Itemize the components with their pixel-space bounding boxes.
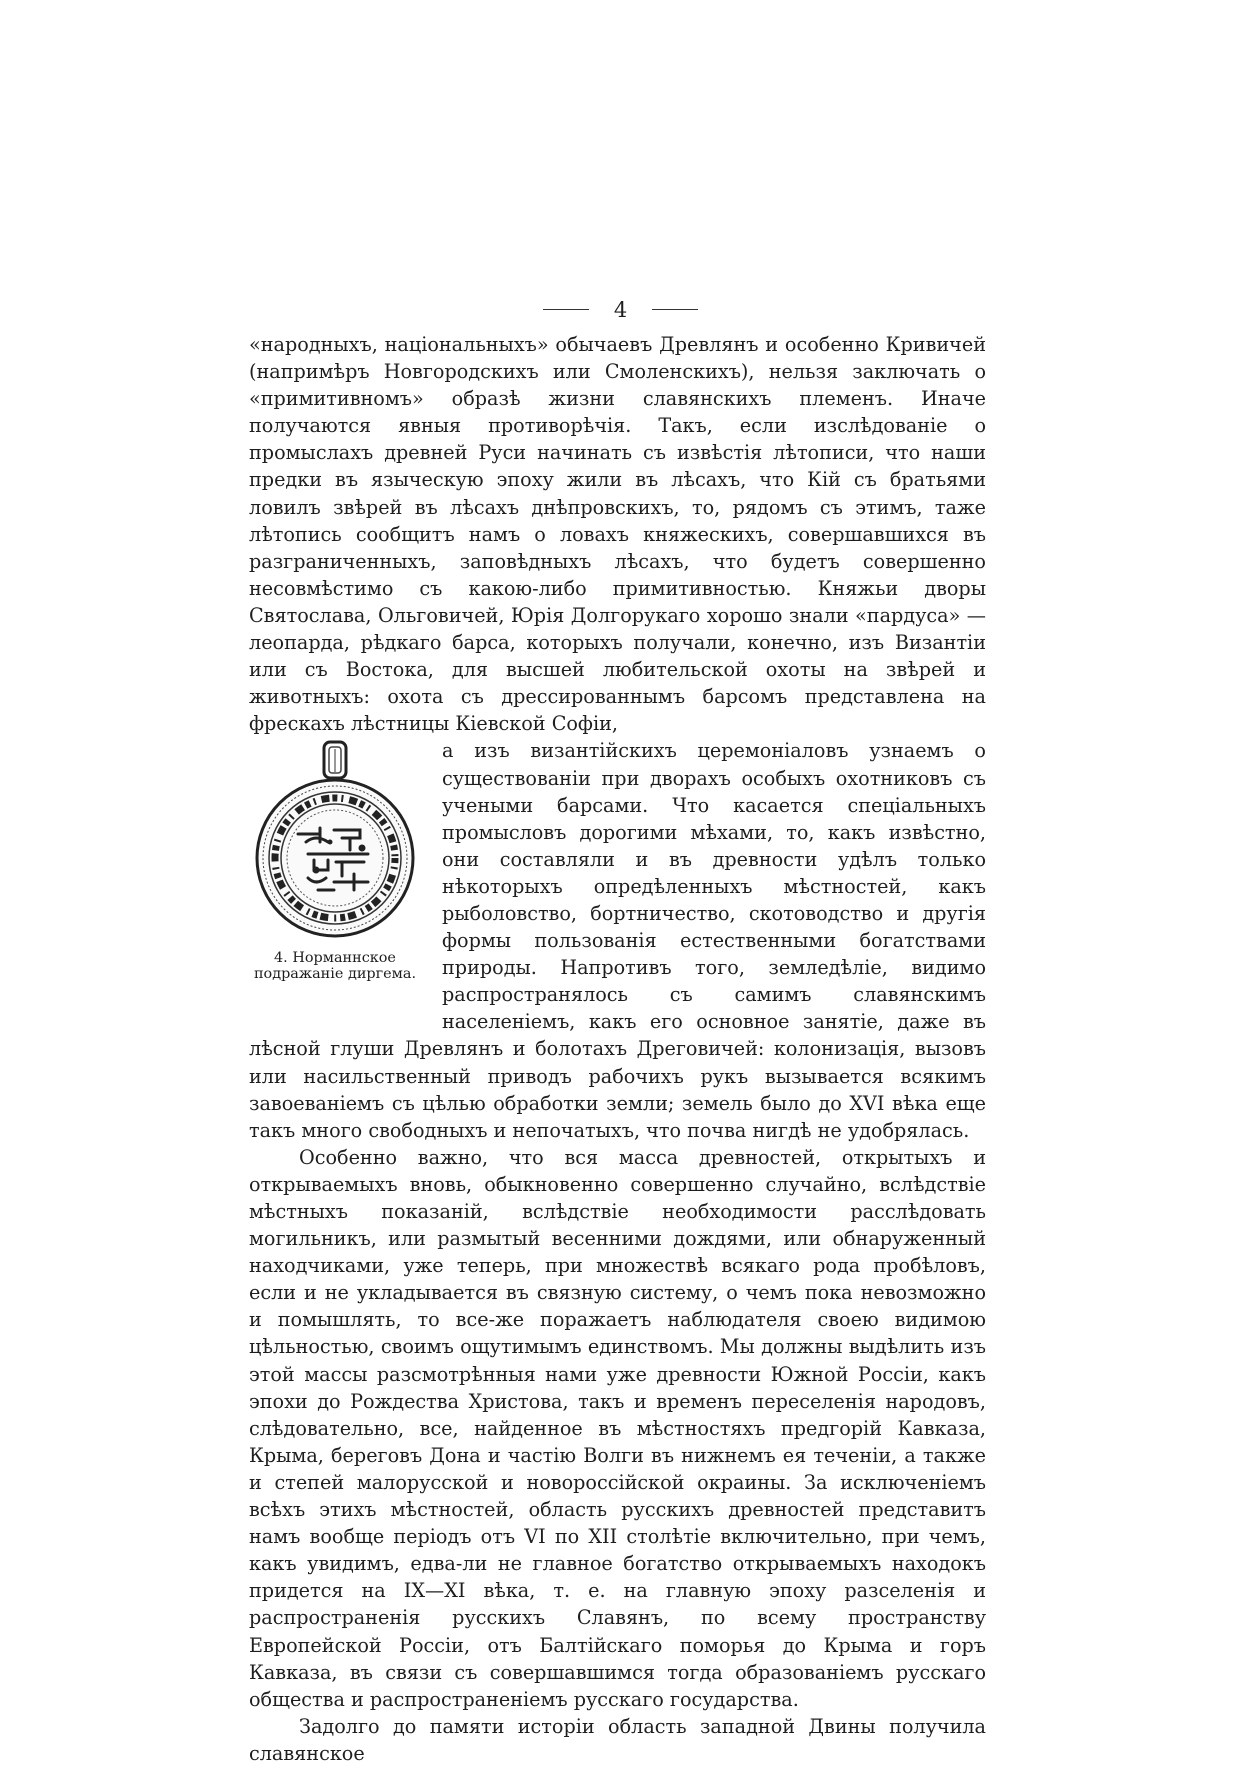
paragraph-1-part-b: а изъ византійскихъ церемоніаловъ узнаемъ о существованіи при дворахъ особыхъ охотниковъ съ учеными барсами. Что касается спеціальныхъ промысловъ дорогими мѣхами, то, какъ извѣстно, они составляли и въ древности удѣлъ только нѣкоторыхъ опредѣленныхъ мѣстностей, какъ рыболовство, бортничество, скотоводство и другія формы пользованія естественными богатствами природы. Напротивъ того, земледѣліе, видимо распространялось съ самимъ славянскимъ населеніемъ, какъ его основное занятіе, даже въ лѣсной глуши Древлянъ и болотахъ Дреговичей: колонизація, вызовъ или насильственный приводъ рабочихъ рукъ вызывается всякимъ завоеваніемъ съ цѣлью обработки земли; земель было до XVI вѣка еще такъ много свободныхъ и непочатыхъ, что почва нигдѣ не удобрялась. [249, 739, 986, 1142]
paragraph-2: Особенно важно, что вся масса древностей, открытыхъ и открываемыхъ вновь, обыкновенно совершенно случайно, вслѣдствіе мѣстныхъ показаній, вслѣдствіе необходимости расслѣдовать могильникъ, или размытый весенними дождями, или обнаруженный находчиками, уже теперь, при множествѣ всякаго рода пробѣловъ, если и не укладывается въ связную систему, о чемъ пока невозможно и помышлять, то все-же поражаетъ наблюдателя своею видимою цѣльностью, своимъ ощутимымъ единствомъ. Мы должны выдѣлить изъ этой массы разсмотрѣнныя нами уже древности Южной Россіи, какъ эпохи до Рождества Христова, такъ и временъ переселенія народовъ, слѣдовательно, все, найденное въ мѣстностяхъ предгорій Кавказа, Крыма, береговъ Дона и частію Волги въ нижнемъ ея теченіи, а также и степей малорусской и новороссійской окраины. За исключеніемъ всѣхъ этихъ мѣстностей, область русскихъ древностей представитъ намъ вообще періодъ отъ VI по XII столѣтіе включительно, при чемъ, какъ увидимъ, едва-ли не главное богатство открываемыхъ находокъ придется на IX—XI вѣка, т. е. на главную эпоху разселенія и распространенія русскихъ Славянъ, по всему пространству Европейской Россіи, отъ Балтійскаго поморья до Крыма и горъ Кавказа, въ связи съ совершавшимся тогда образованіемъ русскаго общества и распространеніемъ русскаго государства. [249, 1145, 986, 1711]
figure-caption: 4. Норманнское подражаніе диргема. [253, 950, 417, 983]
paragraph-3: Задолго до памяти исторіи область западной Двины получила славянское [249, 1714, 986, 1765]
page-header [0, 296, 1241, 322]
header-rule-right [652, 309, 698, 310]
figure-4 [242, 738, 428, 1020]
coin-pendant-icon [250, 738, 420, 943]
header-rule-left [543, 309, 589, 310]
page-body [249, 331, 986, 1767]
page-number: 4 [613, 297, 628, 322]
paragraph-1-part-a: «народныхъ, національныхъ» обычаевъ Древлянъ и особенно Кривичей (напримѣръ Новгородскихъ или Смоленскихъ), нельзя заключать о «примитивномъ» образѣ жизни славянскихъ племенъ. Иначе получаются явныя противорѣчія. Такъ, если изслѣдованіе о промыслахъ древней Руси начинать съ извѣстія лѣтописи, что наши предки въ языческую эпоху жили въ лѣсахъ, что Кій съ братьями ловилъ звѣрей въ лѣсахъ днѣпровскихъ, то, рядомъ съ этимъ, таже лѣтопись сообщитъ намъ о ловахъ княжескихъ, совершавшихся въ разграниченныхъ, заповѣдныхъ лѣсахъ, что будетъ совершенно несовмѣстимо съ какою-либо примитивностью. Княжьи дворы Святослава, Ольговичей, Юрія Долгорукаго хорошо знали «пардуса» — леопарда, рѣдкаго барса, которыхъ получали, конечно, изъ Византіи или съ Востока, для высшей любительской охоты на звѣрей и животныхъ: охота съ дрессированнымъ барсомъ представлена на фрескахъ лѣстницы Кіевской Софіи, [249, 333, 986, 736]
